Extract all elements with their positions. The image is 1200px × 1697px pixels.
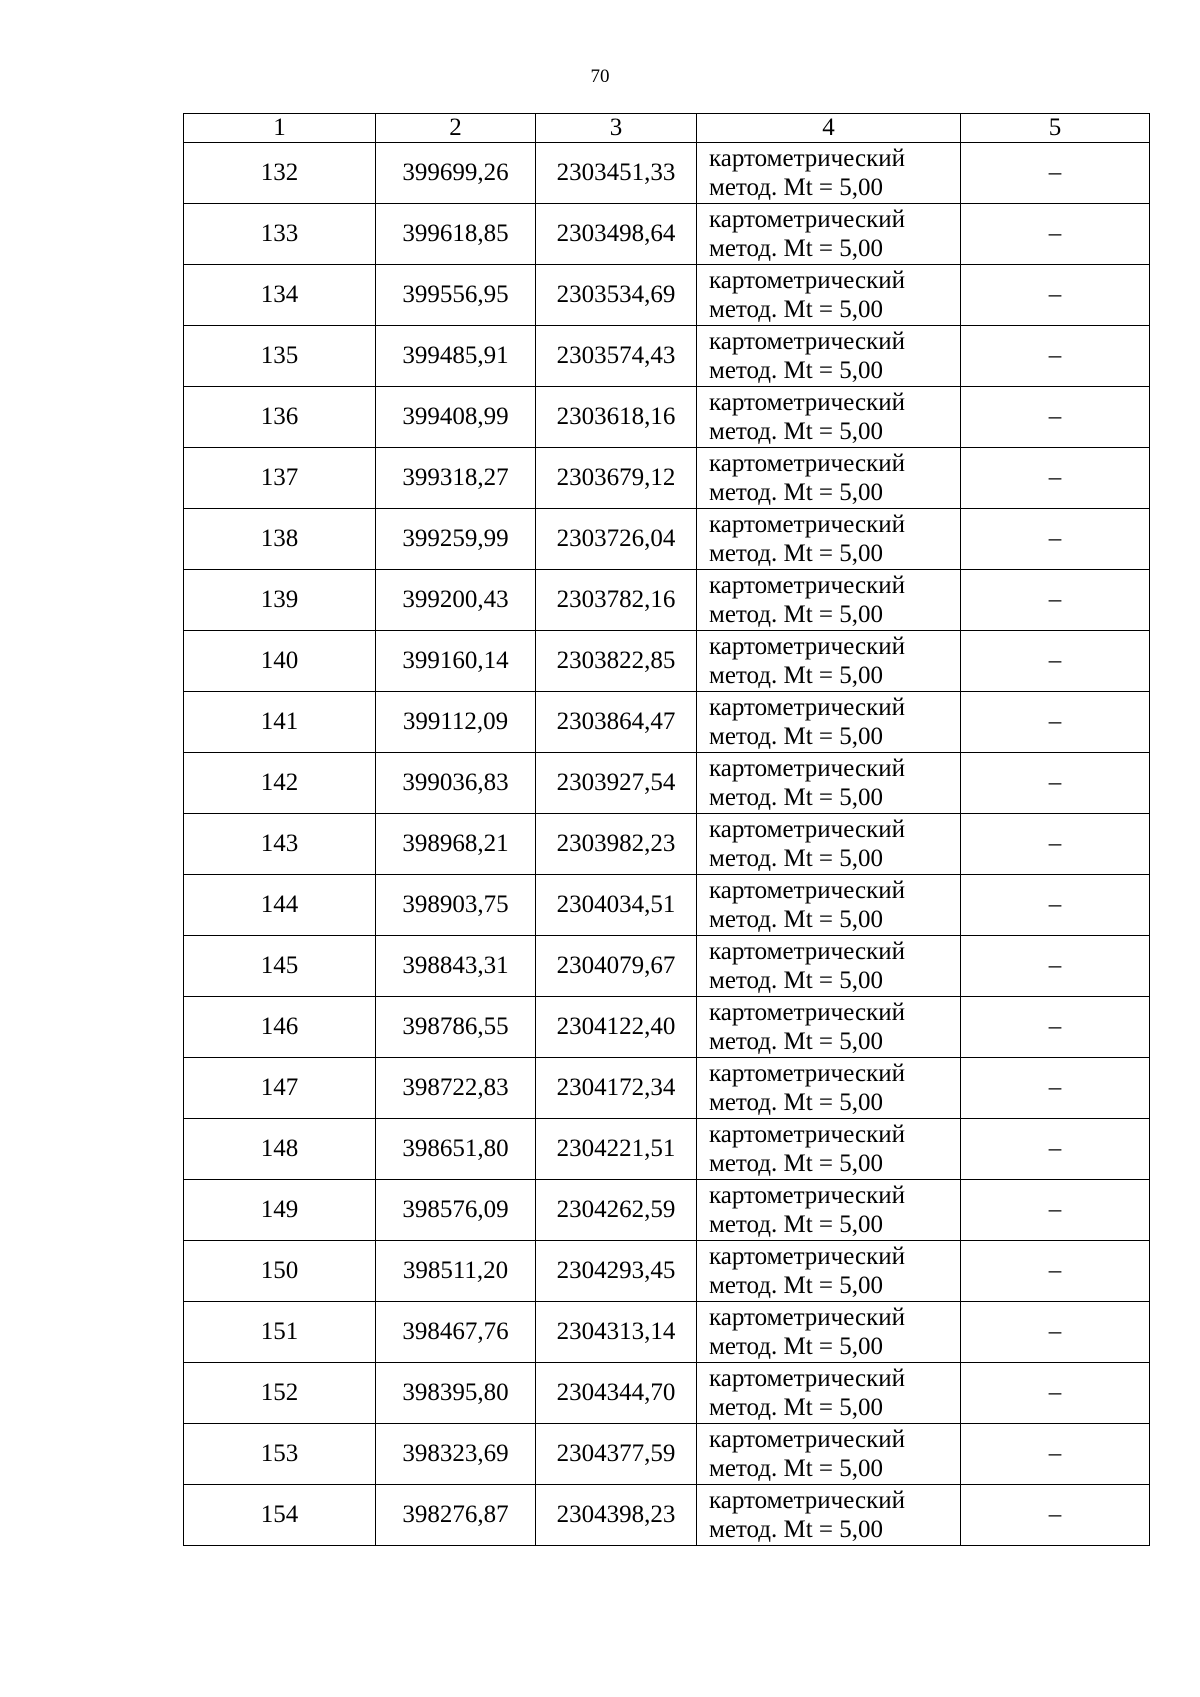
method-line-2: метод. Mt = 5,00 [709, 845, 884, 872]
x-coordinate-cell: 399036,83 [376, 753, 536, 814]
method-line-1: картометрический [709, 450, 905, 477]
method-line-1: картометрический [709, 1487, 905, 1514]
extra-value-cell: – [961, 1180, 1150, 1241]
method-cell [697, 448, 961, 509]
method-cell [697, 936, 961, 997]
method-line-1: картометрический [709, 1243, 905, 1270]
point-number-cell: 150 [184, 1241, 376, 1302]
method-cell [697, 1424, 961, 1485]
table-row [184, 265, 1150, 326]
method-line-1: картометрический [709, 816, 905, 843]
column-header-3: 3 [536, 114, 697, 143]
x-coordinate-cell: 398968,21 [376, 814, 536, 875]
method-line-1: картометрический [709, 999, 905, 1026]
x-coordinate-cell: 398323,69 [376, 1424, 536, 1485]
extra-value-cell: – [961, 570, 1150, 631]
method-line-2: метод. Mt = 5,00 [709, 723, 884, 750]
y-coordinate-cell: 2304293,45 [536, 1241, 697, 1302]
table-row [184, 692, 1150, 753]
method-line-1: картометрический [709, 1304, 905, 1331]
point-number-cell: 141 [184, 692, 376, 753]
table-row [184, 1363, 1150, 1424]
table-row [184, 448, 1150, 509]
y-coordinate-cell: 2303927,54 [536, 753, 697, 814]
table-row [184, 326, 1150, 387]
method-line-2: метод. Mt = 5,00 [709, 235, 884, 262]
x-coordinate-cell: 399556,95 [376, 265, 536, 326]
x-coordinate-cell: 398467,76 [376, 1302, 536, 1363]
x-coordinate-cell: 399618,85 [376, 204, 536, 265]
point-number-cell: 145 [184, 936, 376, 997]
extra-value-cell: – [961, 631, 1150, 692]
method-cell [697, 204, 961, 265]
method-line-2: метод. Mt = 5,00 [709, 357, 884, 384]
extra-value-cell: – [961, 692, 1150, 753]
method-line-1: картометрический [709, 1182, 905, 1209]
y-coordinate-cell: 2303679,12 [536, 448, 697, 509]
y-coordinate-cell: 2304172,34 [536, 1058, 697, 1119]
method-cell [697, 875, 961, 936]
table-row [184, 1119, 1150, 1180]
table-row [184, 936, 1150, 997]
point-number-cell: 151 [184, 1302, 376, 1363]
method-line-2: метод. Mt = 5,00 [709, 1272, 884, 1299]
extra-value-cell: – [961, 509, 1150, 570]
method-line-2: метод. Mt = 5,00 [709, 1333, 884, 1360]
y-coordinate-cell: 2304377,59 [536, 1424, 697, 1485]
method-line-1: картометрический [709, 389, 905, 416]
x-coordinate-cell: 398395,80 [376, 1363, 536, 1424]
extra-value-cell: – [961, 204, 1150, 265]
point-number-cell: 140 [184, 631, 376, 692]
method-cell [697, 814, 961, 875]
column-header-4: 4 [697, 114, 961, 143]
table-row [184, 1180, 1150, 1241]
method-cell [697, 1119, 961, 1180]
x-coordinate-cell: 399485,91 [376, 326, 536, 387]
x-coordinate-cell: 399200,43 [376, 570, 536, 631]
table-row [184, 509, 1150, 570]
y-coordinate-cell: 2304122,40 [536, 997, 697, 1058]
method-line-1: картометрический [709, 1426, 905, 1453]
method-line-1: картометрический [709, 206, 905, 233]
point-number-cell: 135 [184, 326, 376, 387]
point-number-cell: 146 [184, 997, 376, 1058]
y-coordinate-cell: 2303498,64 [536, 204, 697, 265]
y-coordinate-cell: 2304313,14 [536, 1302, 697, 1363]
column-header-5: 5 [961, 114, 1150, 143]
y-coordinate-cell: 2303451,33 [536, 143, 697, 204]
point-number-cell: 152 [184, 1363, 376, 1424]
x-coordinate-cell: 399259,99 [376, 509, 536, 570]
method-cell [697, 1302, 961, 1363]
x-coordinate-cell: 399318,27 [376, 448, 536, 509]
point-number-cell: 137 [184, 448, 376, 509]
method-cell [697, 265, 961, 326]
extra-value-cell: – [961, 753, 1150, 814]
method-line-1: картометрический [709, 145, 905, 172]
x-coordinate-cell: 398276,87 [376, 1485, 536, 1546]
x-coordinate-cell: 398511,20 [376, 1241, 536, 1302]
y-coordinate-cell: 2303864,47 [536, 692, 697, 753]
table-row [184, 143, 1150, 204]
method-line-1: картометрический [709, 633, 905, 660]
table-row [184, 1302, 1150, 1363]
method-cell [697, 143, 961, 204]
method-cell [697, 570, 961, 631]
point-number-cell: 136 [184, 387, 376, 448]
table-row [184, 1058, 1150, 1119]
y-coordinate-cell: 2304262,59 [536, 1180, 697, 1241]
y-coordinate-cell: 2304221,51 [536, 1119, 697, 1180]
method-line-1: картометрический [709, 1365, 905, 1392]
extra-value-cell: – [961, 326, 1150, 387]
method-cell [697, 1058, 961, 1119]
method-line-2: метод. Mt = 5,00 [709, 174, 884, 201]
y-coordinate-cell: 2303534,69 [536, 265, 697, 326]
x-coordinate-cell: 398843,31 [376, 936, 536, 997]
extra-value-cell: – [961, 387, 1150, 448]
method-line-1: картометрический [709, 938, 905, 965]
method-cell [697, 1363, 961, 1424]
extra-value-cell: – [961, 936, 1150, 997]
method-line-1: картометрический [709, 1121, 905, 1148]
point-number-cell: 134 [184, 265, 376, 326]
x-coordinate-cell: 399160,14 [376, 631, 536, 692]
point-number-cell: 139 [184, 570, 376, 631]
point-number-cell: 138 [184, 509, 376, 570]
x-coordinate-cell: 398903,75 [376, 875, 536, 936]
point-number-cell: 153 [184, 1424, 376, 1485]
point-number-cell: 149 [184, 1180, 376, 1241]
table-row [184, 204, 1150, 265]
table-row [184, 1241, 1150, 1302]
extra-value-cell: – [961, 448, 1150, 509]
coordinates-table [183, 113, 1150, 1546]
table-row [184, 753, 1150, 814]
point-number-cell: 148 [184, 1119, 376, 1180]
y-coordinate-cell: 2303726,04 [536, 509, 697, 570]
point-number-cell: 154 [184, 1485, 376, 1546]
method-line-2: метод. Mt = 5,00 [709, 1455, 884, 1482]
point-number-cell: 143 [184, 814, 376, 875]
x-coordinate-cell: 398651,80 [376, 1119, 536, 1180]
method-cell [697, 753, 961, 814]
method-line-2: метод. Mt = 5,00 [709, 1150, 884, 1177]
method-cell [697, 326, 961, 387]
y-coordinate-cell: 2304344,70 [536, 1363, 697, 1424]
method-line-2: метод. Mt = 5,00 [709, 1394, 884, 1421]
column-header-2: 2 [376, 114, 536, 143]
y-coordinate-cell: 2303982,23 [536, 814, 697, 875]
method-line-2: метод. Mt = 5,00 [709, 1089, 884, 1116]
extra-value-cell: – [961, 1302, 1150, 1363]
y-coordinate-cell: 2303574,43 [536, 326, 697, 387]
table-row [184, 997, 1150, 1058]
table-row [184, 631, 1150, 692]
method-cell [697, 692, 961, 753]
table-row [184, 1424, 1150, 1485]
y-coordinate-cell: 2303618,16 [536, 387, 697, 448]
method-line-1: картометрический [709, 1060, 905, 1087]
y-coordinate-cell: 2303782,16 [536, 570, 697, 631]
extra-value-cell: – [961, 1363, 1150, 1424]
point-number-cell: 147 [184, 1058, 376, 1119]
method-line-2: метод. Mt = 5,00 [709, 601, 884, 628]
y-coordinate-cell: 2304079,67 [536, 936, 697, 997]
method-line-1: картометрический [709, 511, 905, 538]
y-coordinate-cell: 2303822,85 [536, 631, 697, 692]
table-row [184, 387, 1150, 448]
extra-value-cell: – [961, 1058, 1150, 1119]
page-number: 70 [590, 66, 610, 87]
extra-value-cell: – [961, 875, 1150, 936]
extra-value-cell: – [961, 1424, 1150, 1485]
method-line-1: картометрический [709, 267, 905, 294]
method-line-2: метод. Mt = 5,00 [709, 662, 884, 689]
x-coordinate-cell: 398576,09 [376, 1180, 536, 1241]
table-header [184, 114, 1150, 143]
extra-value-cell: – [961, 265, 1150, 326]
table-row [184, 570, 1150, 631]
method-line-2: метод. Mt = 5,00 [709, 1516, 884, 1543]
method-line-2: метод. Mt = 5,00 [709, 540, 884, 567]
method-line-2: метод. Mt = 5,00 [709, 906, 884, 933]
point-number-cell: 142 [184, 753, 376, 814]
header-row [184, 114, 1150, 143]
x-coordinate-cell: 399408,99 [376, 387, 536, 448]
method-line-2: метод. Mt = 5,00 [709, 418, 884, 445]
method-line-2: метод. Mt = 5,00 [709, 967, 884, 994]
method-cell [697, 1241, 961, 1302]
method-cell [697, 1485, 961, 1546]
method-cell [697, 387, 961, 448]
x-coordinate-cell: 398786,55 [376, 997, 536, 1058]
method-line-1: картометрический [709, 755, 905, 782]
column-header-1: 1 [184, 114, 376, 143]
extra-value-cell: – [961, 1119, 1150, 1180]
extra-value-cell: – [961, 143, 1150, 204]
y-coordinate-cell: 2304398,23 [536, 1485, 697, 1546]
method-cell [697, 509, 961, 570]
table-row [184, 1485, 1150, 1546]
x-coordinate-cell: 399699,26 [376, 143, 536, 204]
point-number-cell: 133 [184, 204, 376, 265]
extra-value-cell: – [961, 1241, 1150, 1302]
method-line-1: картометрический [709, 328, 905, 355]
method-line-1: картометрический [709, 572, 905, 599]
method-line-2: метод. Mt = 5,00 [709, 296, 884, 323]
method-line-2: метод. Mt = 5,00 [709, 1211, 884, 1238]
extra-value-cell: – [961, 997, 1150, 1058]
x-coordinate-cell: 398722,83 [376, 1058, 536, 1119]
method-line-2: метод. Mt = 5,00 [709, 784, 884, 811]
method-cell [697, 1180, 961, 1241]
table-row [184, 875, 1150, 936]
y-coordinate-cell: 2304034,51 [536, 875, 697, 936]
extra-value-cell: – [961, 814, 1150, 875]
method-line-1: картометрический [709, 877, 905, 904]
table-body [184, 143, 1150, 1546]
method-cell [697, 631, 961, 692]
x-coordinate-cell: 399112,09 [376, 692, 536, 753]
point-number-cell: 132 [184, 143, 376, 204]
point-number-cell: 144 [184, 875, 376, 936]
table-row [184, 814, 1150, 875]
extra-value-cell: – [961, 1485, 1150, 1546]
method-cell [697, 997, 961, 1058]
method-line-2: метод. Mt = 5,00 [709, 479, 884, 506]
method-line-2: метод. Mt = 5,00 [709, 1028, 884, 1055]
method-line-1: картометрический [709, 694, 905, 721]
